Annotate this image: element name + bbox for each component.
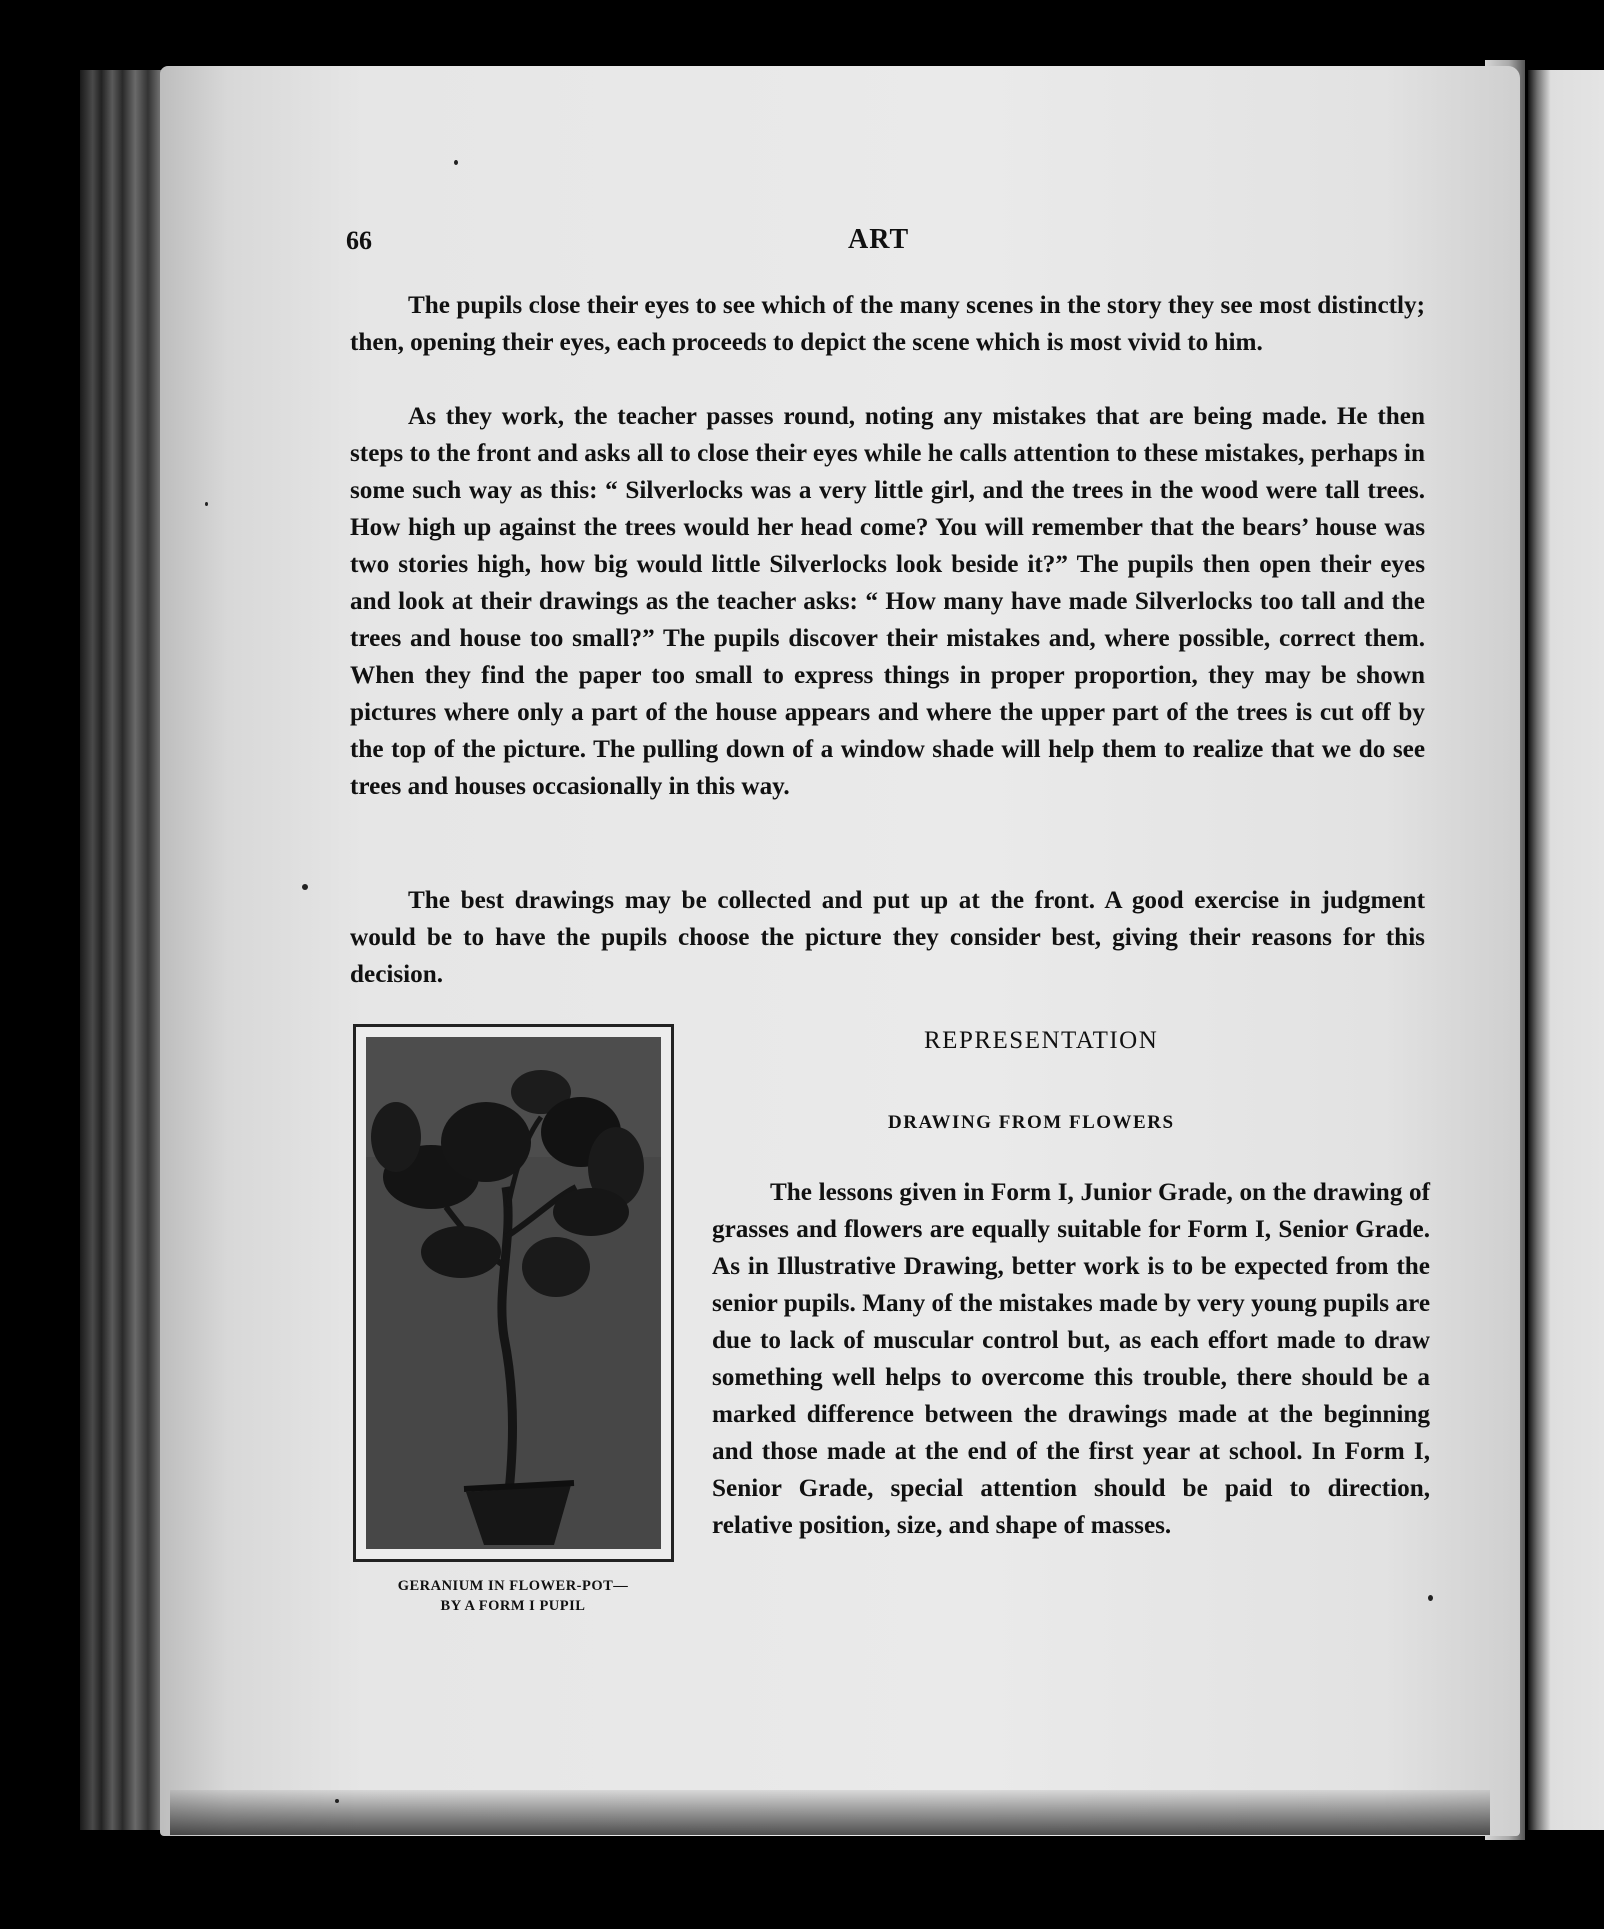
page-number: 66 <box>346 226 372 255</box>
facing-page-edge <box>1528 70 1604 1830</box>
scan-speck <box>335 1799 339 1803</box>
body-paragraph-2: As they work, the teacher passes round, noting any mistakes that are being made. He then steps to the front and asks all to close their eyes while he calls attention to these mistakes, perhaps in some such way as this: “ Silverlocks was a very little girl, and the trees in the wood were tall trees. How high up against the trees would her head come? You will remember that the bears’ house was two stories high, how big would little Silverlocks look beside it?” The pupils then open their eyes and look at their drawings as the teacher asks: “ How many have made Silverlocks too tall and the trees and house too small?” The pupils discover their mistakes and, where possible, correct them. When they find the paper too small to express things in proper proportion, they may be shown pictures where only a part of the house appears and where the upper part of the trees is cut off by the top of the picture. The pulling down of a window shade will help them to realize that we do see trees and houses occasionally in this way. <box>350 403 1425 800</box>
figure-frame <box>353 1024 674 1562</box>
scan-speck <box>1428 1595 1433 1601</box>
geranium-drawing <box>366 1037 661 1549</box>
scan-speck <box>302 884 308 890</box>
running-head: ART <box>848 224 910 255</box>
body-paragraph-1: The pupils close their eyes to see which of the many scenes in the story they see most distinctly; then, opening their eyes, each proceeds to depict the scene which is most vivid to him. <box>350 292 1425 356</box>
section-paragraph: The lessons given in Form I, Junior Grade, on the drawing of grasses and flowers are equally suitable for Form I, Senior Grade. As in Illustrative Drawing, better work is to be expected from the senior pupils. Many of the mistakes made by very young pupils are due to lack of muscular control but, as each effort made to draw something well helps to overcome this trouble, there should be a marked difference between the drawings made at the beginning and those made at the end of the first year at school. In Form I, Senior Grade, special attention should be paid to direction, relative position, size, and shape of masses. <box>712 1179 1430 1539</box>
page-bottom-shadow <box>170 1790 1490 1835</box>
body-paragraph-3: The best drawings may be collected and put up at the front. A good exercise in judgment would be to have the pupils choose the picture they consider best, giving their reasons for this decision. <box>350 887 1425 988</box>
figure-caption-line-1: GERANIUM IN FLOWER-POT— <box>397 1578 629 1594</box>
figure-caption-line-2: BY A FORM I PUPIL <box>440 1598 586 1614</box>
book-spine <box>80 70 165 1830</box>
scan-speck <box>454 160 458 165</box>
section-heading: REPRESENTATION <box>924 1027 1159 1054</box>
geranium-illustration <box>366 1037 661 1549</box>
subsection-heading: DRAWING FROM FLOWERS <box>888 1112 1175 1133</box>
scan-speck <box>205 502 208 506</box>
figure-caption <box>343 1576 683 1616</box>
